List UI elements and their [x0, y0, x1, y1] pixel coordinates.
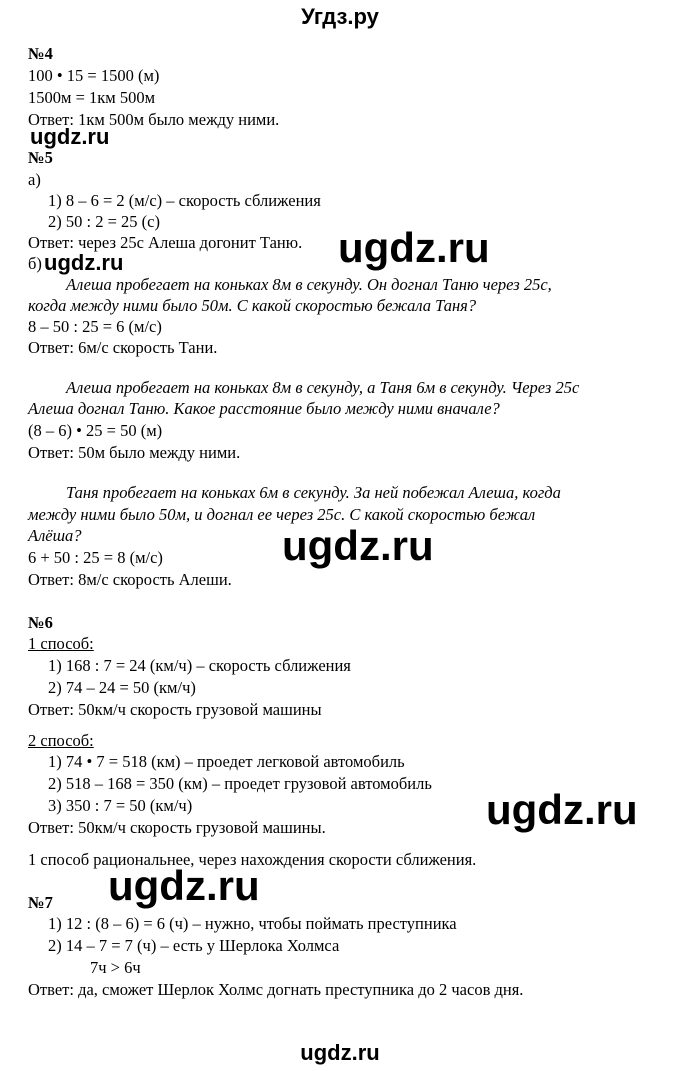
task-4-heading: №4 [28, 44, 53, 63]
task-5-b-solution-3: 6 + 50 : 25 = 8 (м/с) [28, 548, 163, 567]
task-5-b-problem-3-line-3: Алёша? [28, 526, 82, 545]
task-5-a-answer: Ответ: через 25с Алеша догонит Таню. [28, 233, 303, 252]
task-5-b-problem-2-line-1: Алеша пробегает на коньках 8м в секунду, а Таня 6м в секунду. Через 25с [66, 378, 580, 397]
task-7-step-1: 1) 12 : (8 – 6) = 6 (ч) – нужно, чтобы поймать преступника [48, 914, 457, 933]
task-5-b-problem-3-line-2: между ними было 50м, и догнал ее через 25с. С какой скоростью бежал [28, 505, 536, 524]
task-4-answer: Ответ: 1км 500м было между ними. [28, 110, 280, 129]
task-5-part-a-label: а) [28, 170, 41, 189]
watermark: ugdz.ru [108, 862, 260, 909]
task-6-m2-step-1: 1) 74 • 7 = 518 (км) – проедет легковой автомобиль [48, 752, 405, 771]
task-6-m2-step-2: 2) 518 – 168 = 350 (км) – проедет грузовой автомобиль [48, 774, 432, 793]
task-5-b-answer-1: Ответ: 6м/с скорость Тани. [28, 338, 218, 357]
watermark: ugdz.ru [338, 224, 490, 271]
watermark: ugdz.ru [44, 250, 124, 275]
task-7-comparison: 7ч > 6ч [90, 958, 141, 977]
task-7-heading: №7 [28, 893, 53, 912]
page-header: Угдз.ру [301, 4, 379, 29]
task-7-answer: Ответ: да, сможет Шерлок Холмс догнать преступника до 2 часов дня. [28, 980, 524, 999]
task-6-conclusion: 1 способ рациональнее, через нахождения скорости сближения. [28, 850, 477, 869]
task-6-m1-step-2: 2) 74 – 24 = 50 (км/ч) [48, 678, 196, 697]
task-6-heading: №6 [28, 613, 53, 632]
task-5-b-answer-3: Ответ: 8м/с скорость Алеши. [28, 570, 232, 589]
task-6-m2-step-3: 3) 350 : 7 = 50 (км/ч) [48, 796, 193, 815]
task-6-method-1-label: 1 способ: [28, 634, 94, 653]
task-5-b-problem-2-line-2: Алеша догнал Таню. Какое расстояние было между ними вначале? [28, 399, 500, 418]
task-5-a-step-1: 1) 8 – 6 = 2 (м/с) – скорость сближения [48, 191, 321, 210]
task-5-b-solution-2: (8 – 6) • 25 = 50 (м) [28, 421, 163, 440]
task-4-step-2: 1500м = 1км 500м [28, 88, 156, 107]
watermark: ugdz.ru [282, 522, 434, 569]
watermark: ugdz.ru [30, 124, 110, 149]
page-footer: ugdz.ru [300, 1040, 380, 1065]
task-5-b-solution-1: 8 – 50 : 25 = 6 (м/с) [28, 317, 162, 336]
task-4-step-1: 100 • 15 = 1500 (м) [28, 66, 160, 85]
task-5-heading: №5 [28, 148, 53, 167]
task-5-b-problem-1-line-2: когда между ними было 50м. С какой скоростью бежала Таня? [28, 296, 477, 315]
task-5-b-problem-1-line-1: Алеша пробегает на коньках 8м в секунду. Он догнал Таню через 25с, [66, 275, 552, 294]
task-6-m1-answer: Ответ: 50км/ч скорость грузовой машины [28, 700, 322, 719]
task-5-b-problem-3-line-1: Таня пробегает на коньках 6м в секунду. За ней побежал Алеша, когда [66, 483, 561, 502]
task-5-b-answer-2: Ответ: 50м было между ними. [28, 443, 241, 462]
task-6-m2-answer: Ответ: 50км/ч скорость грузовой машины. [28, 818, 326, 837]
task-7-step-2: 2) 14 – 7 = 7 (ч) – есть у Шерлока Холмса [48, 936, 340, 955]
task-5-a-step-2: 2) 50 : 2 = 25 (с) [48, 212, 160, 231]
watermark: ugdz.ru [486, 786, 638, 833]
task-5-part-b-label: б) [28, 254, 42, 273]
task-6-method-2-label: 2 способ: [28, 731, 94, 750]
task-6-m1-step-1: 1) 168 : 7 = 24 (км/ч) – скорость сближения [48, 656, 351, 675]
